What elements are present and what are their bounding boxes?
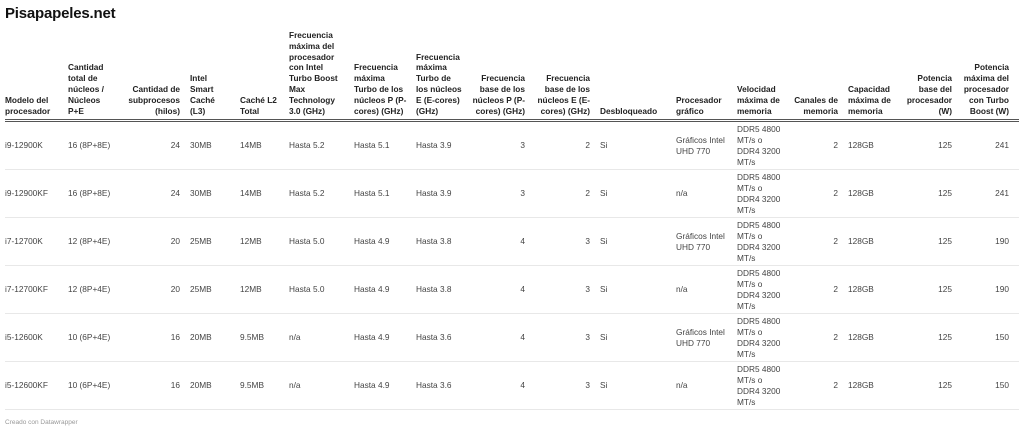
page-title: Pisapapeles.net [5, 5, 116, 22]
table-cell: 14MB [240, 170, 289, 218]
table-cell: 4 [470, 218, 535, 266]
table-cell: 190 [962, 266, 1019, 314]
column-header[interactable]: Frecuencia base de los núcleos E (E-cores) (GHz) [535, 30, 600, 121]
table-cell: DDR5 4800 MT/s o DDR4 3200 MT/s [737, 218, 790, 266]
table-cell: DDR5 4800 MT/s o DDR4 3200 MT/s [737, 121, 790, 170]
table-cell: 20 [122, 266, 190, 314]
table-cell: 16 (8P+8E) [68, 170, 122, 218]
table-cell: Hasta 4.9 [354, 314, 416, 362]
table-cell: 12MB [240, 266, 289, 314]
table-cell: 128GB [848, 266, 900, 314]
table-cell: 30MB [190, 121, 240, 170]
table-cell: i9-12900KF [5, 170, 68, 218]
table-cell: DDR5 4800 MT/s o DDR4 3200 MT/s [737, 170, 790, 218]
table-cell: 128GB [848, 362, 900, 410]
table-cell: Hasta 5.2 [289, 121, 354, 170]
table-cell: 16 [122, 362, 190, 410]
table-cell: n/a [676, 266, 737, 314]
table-cell: 2 [535, 121, 600, 170]
table-cell: 10 (6P+4E) [68, 314, 122, 362]
table-cell: 25MB [190, 266, 240, 314]
table-cell: 150 [962, 362, 1019, 410]
table-row [5, 314, 1019, 362]
column-header[interactable]: Cantidad de subprocesos (hilos) [122, 30, 190, 121]
table-cell: 3 [470, 170, 535, 218]
table-cell: 3 [535, 218, 600, 266]
column-header[interactable]: Capacidad máxima de memoria [848, 30, 900, 121]
table-cell: Hasta 5.0 [289, 266, 354, 314]
table-cell: i9-12900K [5, 121, 68, 170]
table-cell: 2 [790, 314, 848, 362]
table-cell: 2 [790, 170, 848, 218]
table-cell: 20 [122, 218, 190, 266]
table-cell: Si [600, 314, 676, 362]
table-cell: Hasta 3.8 [416, 266, 470, 314]
table-cell: 2 [790, 121, 848, 170]
column-header[interactable]: Frecuencia máxima del procesador con Intel Turbo Boost Max Technology 3.0 (GHz) [289, 30, 354, 121]
table-cell: 12MB [240, 218, 289, 266]
table-cell: 4 [470, 266, 535, 314]
table-cell: 125 [900, 362, 962, 410]
table-cell: i5-12600K [5, 314, 68, 362]
table-cell: 128GB [848, 121, 900, 170]
table-cell: n/a [676, 362, 737, 410]
table-cell: 30MB [190, 170, 240, 218]
footer-credit: Creado con Datawrapper [5, 419, 78, 426]
table-cell: 3 [535, 362, 600, 410]
table-cell: 125 [900, 170, 962, 218]
table-cell: 2 [790, 218, 848, 266]
table-cell: Hasta 5.0 [289, 218, 354, 266]
column-header[interactable]: Caché L2 Total [240, 30, 289, 121]
table-cell: DDR5 4800 MT/s o DDR4 3200 MT/s [737, 314, 790, 362]
table-cell: Si [600, 170, 676, 218]
table-cell: Hasta 4.9 [354, 266, 416, 314]
column-header[interactable]: Cantidad total de núcleos / Núcleos P+E [68, 30, 122, 121]
table-cell: Si [600, 218, 676, 266]
column-header[interactable]: Modelo del procesador [5, 30, 68, 121]
table-cell: 3 [535, 266, 600, 314]
table-cell: 25MB [190, 218, 240, 266]
table-cell: i7-12700K [5, 218, 68, 266]
column-header[interactable]: Canales de memoria [790, 30, 848, 121]
table-cell: 24 [122, 121, 190, 170]
table-cell: 2 [535, 170, 600, 218]
table-cell: 9.5MB [240, 314, 289, 362]
table-header-row [5, 30, 1019, 121]
table-cell: 20MB [190, 314, 240, 362]
table-cell: 4 [470, 314, 535, 362]
table-cell: 12 (8P+4E) [68, 218, 122, 266]
table-cell: Si [600, 362, 676, 410]
table-cell: 14MB [240, 121, 289, 170]
table-cell: n/a [676, 170, 737, 218]
table-cell: Hasta 3.8 [416, 218, 470, 266]
table-cell: 241 [962, 121, 1019, 170]
column-header[interactable]: Intel Smart Caché (L3) [190, 30, 240, 121]
table-cell: DDR5 4800 MT/s o DDR4 3200 MT/s [737, 266, 790, 314]
table-cell: i7-12700KF [5, 266, 68, 314]
column-header[interactable]: Frecuencia máxima Turbo de los núcleos P (P-cores) (GHz) [354, 30, 416, 121]
column-header[interactable]: Potencia base del procesador (W) [900, 30, 962, 121]
table-cell: i5-12600KF [5, 362, 68, 410]
table-cell: 190 [962, 218, 1019, 266]
table-cell: 2 [790, 362, 848, 410]
table-cell: 128GB [848, 170, 900, 218]
table-cell: Gráficos Intel UHD 770 [676, 218, 737, 266]
table-cell: Hasta 4.9 [354, 362, 416, 410]
table-cell: 125 [900, 314, 962, 362]
table-cell: Hasta 5.2 [289, 170, 354, 218]
table-cell: 20MB [190, 362, 240, 410]
table-row [5, 121, 1019, 170]
table-cell: 125 [900, 266, 962, 314]
table-cell: 9.5MB [240, 362, 289, 410]
table-cell: 125 [900, 218, 962, 266]
table-cell: Hasta 5.1 [354, 121, 416, 170]
column-header[interactable]: Frecuencia base de los núcleos P (P-cores) (GHz) [470, 30, 535, 121]
table-cell: 16 (8P+8E) [68, 121, 122, 170]
table-cell: 10 (6P+4E) [68, 362, 122, 410]
table-cell: 16 [122, 314, 190, 362]
table-cell: Gráficos Intel UHD 770 [676, 314, 737, 362]
table-cell: Hasta 3.9 [416, 121, 470, 170]
table-row [5, 170, 1019, 218]
table-cell: Hasta 3.9 [416, 170, 470, 218]
table-row [5, 266, 1019, 314]
table-cell: Gráficos Intel UHD 770 [676, 121, 737, 170]
column-header[interactable]: Potencia máxima del procesador con Turbo Boost (W) [962, 30, 1019, 121]
table-cell: Hasta 3.6 [416, 362, 470, 410]
table-cell: Hasta 3.6 [416, 314, 470, 362]
column-header[interactable]: Desbloqueado [600, 30, 676, 121]
column-header[interactable]: Procesador gráfico [676, 30, 737, 121]
table-cell: Si [600, 266, 676, 314]
table-cell: 125 [900, 121, 962, 170]
table-cell: 128GB [848, 314, 900, 362]
table-cell: 3 [535, 314, 600, 362]
table-cell: 150 [962, 314, 1019, 362]
table-row [5, 218, 1019, 266]
table-cell: 241 [962, 170, 1019, 218]
column-header[interactable]: Frecuencia máxima Turbo de los núcleos E (E-cores) (GHz) [416, 30, 470, 121]
table-cell: Hasta 5.1 [354, 170, 416, 218]
table-cell: 12 (8P+4E) [68, 266, 122, 314]
column-header[interactable]: Velocidad máxima de memoria [737, 30, 790, 121]
table-cell: 3 [470, 121, 535, 170]
table-cell: Hasta 4.9 [354, 218, 416, 266]
table-cell: n/a [289, 362, 354, 410]
table-cell: Si [600, 121, 676, 170]
table-row [5, 362, 1019, 410]
table-cell: n/a [289, 314, 354, 362]
table-cell: DDR5 4800 MT/s o DDR4 3200 MT/s [737, 362, 790, 410]
processor-table [5, 30, 1019, 410]
table-cell: 2 [790, 266, 848, 314]
table-cell: 4 [470, 362, 535, 410]
table-cell: 128GB [848, 218, 900, 266]
table-cell: 24 [122, 170, 190, 218]
